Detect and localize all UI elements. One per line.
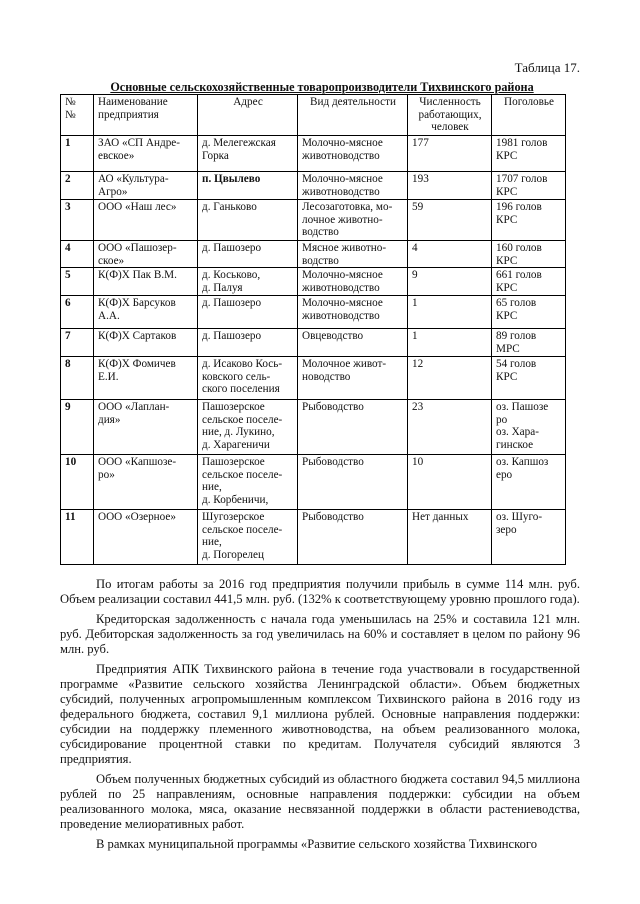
cell-livestock: 1981 голов КРС <box>492 136 566 172</box>
cell-activity: Молочно-мясное животноводство <box>298 268 408 296</box>
cell-address: Шугозерское сельское поселе- ние, д. Погорелец <box>198 510 298 565</box>
cell-address: д. Коськово, д. Палуя <box>198 268 298 296</box>
cell-livestock: оз. Капшоз еро <box>492 455 566 510</box>
cell-livestock: 160 голов КРС <box>492 241 566 268</box>
cell-number: 4 <box>61 241 94 268</box>
table-row <box>61 268 566 296</box>
cell-staff: 59 <box>408 200 492 241</box>
producers-table <box>60 94 566 565</box>
table-row <box>61 510 566 565</box>
cell-staff: 193 <box>408 172 492 200</box>
cell-number: 5 <box>61 268 94 296</box>
table-row <box>61 357 566 400</box>
cell-staff: 12 <box>408 357 492 400</box>
header-name: Наименование предприятия <box>94 95 198 136</box>
header-address: Адрес <box>198 95 298 136</box>
cell-name: ООО «Наш лес» <box>94 200 198 241</box>
cell-name: ЗАО «СП Андре- евское» <box>94 136 198 172</box>
header-staff: Численность работающих, человек <box>408 95 492 136</box>
table-row <box>61 136 566 172</box>
table-row <box>61 400 566 455</box>
cell-livestock: 196 голов КРС <box>492 200 566 241</box>
cell-address: д. Пашозеро <box>198 329 298 357</box>
cell-address: д. Мелегежская Горка <box>198 136 298 172</box>
table-row <box>61 200 566 241</box>
cell-activity: Рыбоводство <box>298 400 408 455</box>
cell-number: 7 <box>61 329 94 357</box>
cell-activity: Овцеводство <box>298 329 408 357</box>
cell-address: д. Ганьково <box>198 200 298 241</box>
cell-number: 11 <box>61 510 94 565</box>
cell-staff: 9 <box>408 268 492 296</box>
cell-activity: Молочно-мясное животноводство <box>298 136 408 172</box>
cell-number: 2 <box>61 172 94 200</box>
paragraph: Предприятия АПК Тихвинского района в течение года участвовали в государственной программе «Развитие сельского хозяйства Ленинградской области». Объем бюджетных субсидий, полученных агропромышленным комплексом Тихвинского района в 2016 году из федерального бюджета, составил 9,1 миллиона рублей. Основные направления поддержки: субсидии на поддержку племенного животноводства, на объем реализованного молока, субсидирование процентной ставки по кредитам. Получателя субсидий являются 3 предприятия. <box>60 662 580 766</box>
cell-address: д. Пашозеро <box>198 241 298 268</box>
cell-livestock: оз. Шуго- зеро <box>492 510 566 565</box>
cell-address: д. Пашозеро <box>198 296 298 329</box>
cell-staff: 1 <box>408 296 492 329</box>
cell-address: п. Цвылево <box>198 172 298 200</box>
cell-livestock: 65 голов КРС <box>492 296 566 329</box>
table-header-row <box>61 95 566 136</box>
cell-number: 3 <box>61 200 94 241</box>
cell-livestock: 54 голов КРС <box>492 357 566 400</box>
cell-activity: Лесозаготовка, мо- лочное животно- водство <box>298 200 408 241</box>
cell-address: Пашозерское сельское поселе- ние, д. Корбеничи, <box>198 455 298 510</box>
cell-name: ООО «Пашозер- ское» <box>94 241 198 268</box>
cell-address: д. Исаково Кось- ковского сель- ского поселения <box>198 357 298 400</box>
paragraph: Кредиторская задолженность с начала года уменьшилась на 25% и составила 121 млн. руб. Дебиторская задолженность за год увеличилась на 60% и составляет в целом по району 96 млн. руб. <box>60 612 580 656</box>
cell-activity: Молочное живот- новодство <box>298 357 408 400</box>
cell-staff: 4 <box>408 241 492 268</box>
cell-staff: 177 <box>408 136 492 172</box>
cell-livestock: оз. Пашозе ро оз. Хара- гинское <box>492 400 566 455</box>
table-row <box>61 329 566 357</box>
cell-activity: Мясное животно- водство <box>298 241 408 268</box>
cell-name: ООО «Лаплан- дия» <box>94 400 198 455</box>
header-number: № № <box>61 95 94 136</box>
paragraph: Объем полученных бюджетных субсидий из областного бюджета составил 94,5 миллиона рублей по 25 направлениям, основные направления поддержки: субсидии на объем реализованного молока, мяса, оказание несвязанной поддержки в области растениеводства, проведение мелиоративных работ. <box>60 772 580 831</box>
cell-address: Пашозерское сельское поселе- ние, д. Лукино, д. Харагеничи <box>198 400 298 455</box>
cell-staff: 10 <box>408 455 492 510</box>
paragraph: По итогам работы за 2016 год предприятия получили прибыль в сумме 114 млн. руб. Объем реализации составил 441,5 млн. руб. (132% к соответствующему уровню прошлого года). <box>60 577 580 606</box>
table-row <box>61 296 566 329</box>
cell-number: 10 <box>61 455 94 510</box>
cell-number: 6 <box>61 296 94 329</box>
table-row <box>61 172 566 200</box>
table-row <box>61 455 566 510</box>
cell-livestock: 661 голов КРС <box>492 268 566 296</box>
header-activity: Вид деятельности <box>298 95 408 136</box>
cell-number: 1 <box>61 136 94 172</box>
cell-name: ООО «Капшозе- ро» <box>94 455 198 510</box>
table-row <box>61 241 566 268</box>
cell-staff: 1 <box>408 329 492 357</box>
cell-livestock: 89 голов МРС <box>492 329 566 357</box>
cell-name: К(Ф)Х Пак В.М. <box>94 268 198 296</box>
cell-livestock: 1707 голов КРС <box>492 172 566 200</box>
cell-activity: Молочно-мясное животноводство <box>298 172 408 200</box>
cell-name: АО «Культура- Агро» <box>94 172 198 200</box>
cell-name: К(Ф)Х Сартаков <box>94 329 198 357</box>
table-title: Основные сельскохозяйственные товаропроизводители Тихвинского района <box>110 80 534 94</box>
cell-number: 9 <box>61 400 94 455</box>
cell-activity: Рыбоводство <box>298 455 408 510</box>
cell-name: К(Ф)Х Фомичев Е.И. <box>94 357 198 400</box>
paragraph: В рамках муниципальной программы «Развитие сельского хозяйства Тихвинского <box>96 837 538 851</box>
cell-number: 8 <box>61 357 94 400</box>
cell-activity: Молочно-мясное животноводство <box>298 296 408 329</box>
body-text <box>60 577 580 857</box>
cell-name: К(Ф)Х Барсуков А.А. <box>94 296 198 329</box>
header-livestock: Поголовье <box>492 95 566 136</box>
cell-staff: 23 <box>408 400 492 455</box>
cell-staff: Нет данных <box>408 510 492 565</box>
cell-activity: Рыбоводство <box>298 510 408 565</box>
table-number-label: Таблица 17. <box>514 60 580 75</box>
cell-name: ООО «Озерное» <box>94 510 198 565</box>
